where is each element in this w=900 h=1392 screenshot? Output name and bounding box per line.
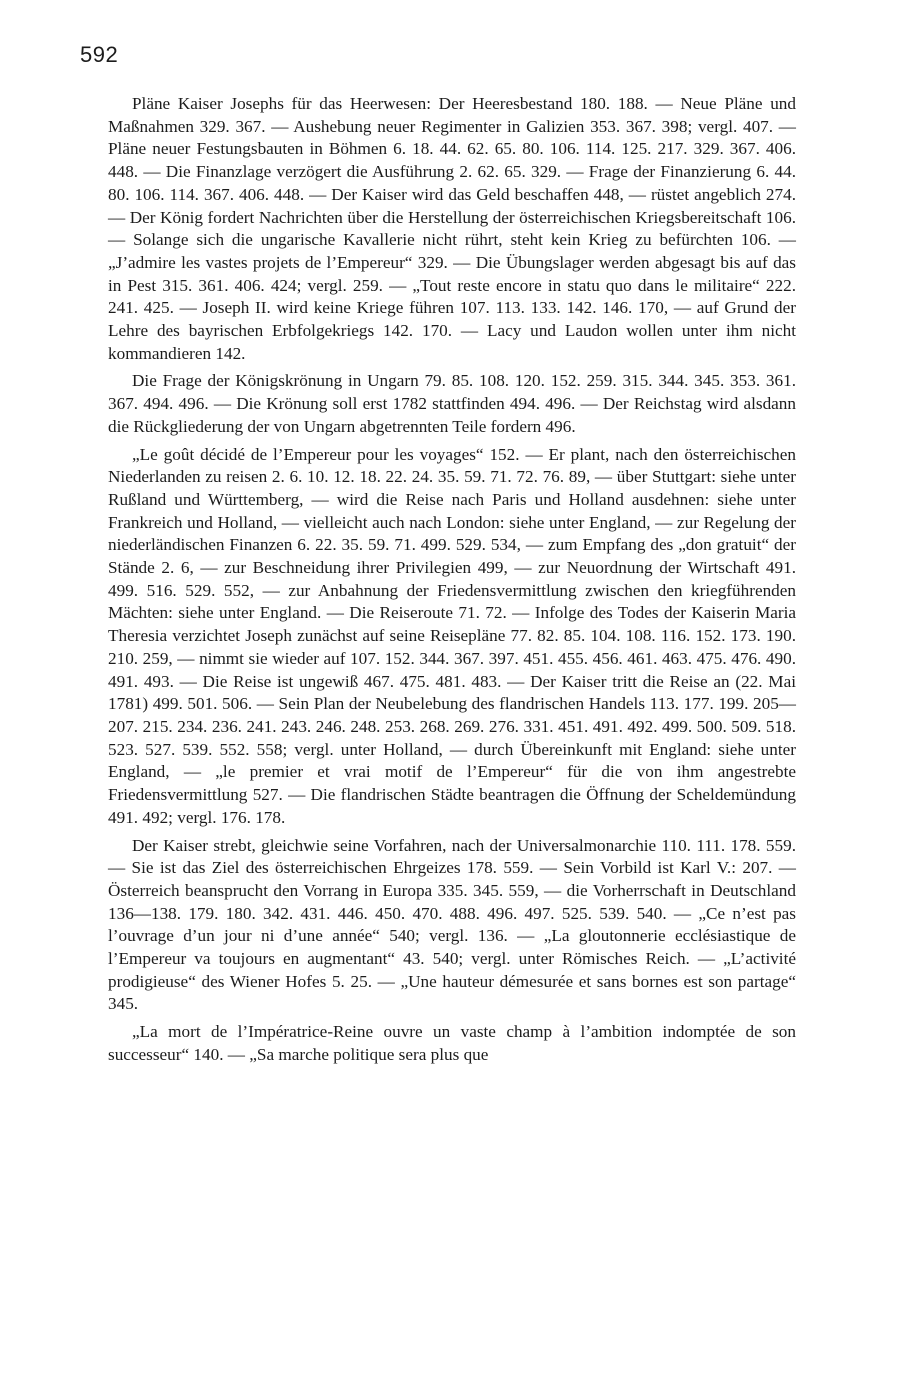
text-body: [108, 93, 796, 1072]
page-number: 592: [80, 42, 119, 67]
paragraph-voyages: „Le goût décidé de l’Empereur pour les voyages“ 152. — Er plant, nach den österreichischen Niederlanden zu reisen 2. 6. 10. 12. 18. 22. 24. 35. 59. 71. 72. 76. 89, — über Stuttgart: siehe unter Rußland und Württemberg, — wird die Reise nach Paris und Holland ausdehnen: siehe unter Frankreich und Holland, — vielleicht auch nach London: siehe unter England, — zur Regelung der niederländischen Finanzen 6. 22. 35. 59. 71. 499. 529. 534, — zum Empfang des „don gratuit“ der Stände 2. 6, — zur Beschneidung ihrer Privilegien 499, — zur Neuordnung der Wirtschaft 491. 499. 516. 529. 552, — zur Anbahnung der Friedensvermittlung zwischen den kriegführenden Mächten: siehe unter England. — Die Reiseroute 71. 72. — Infolge des Todes der Kaiserin Maria Theresia verzichtet Joseph zunächst auf seine Reisepläne 77. 82. 85. 104. 108. 116. 152. 173. 190. 210. 259, — nimmt sie wieder auf 107. 152. 344. 367. 397. 451. 455. 456. 461. 463. 475. 476. 490. 491. 493. — Die Reise ist ungewiß 467. 475. 481. 483. — Der Kaiser tritt die Reise an (22. Mai 1781) 499. 501. 506. — Sein Plan der Neubelebung des flandrischen Handels 113. 177. 199. 205—207. 215. 234. 236. 241. 243. 246. 248. 253. 268. 269. 276. 331. 451. 491. 492. 499. 500. 509. 518. 523. 527. 539. 552. 558; vergl. unter Holland, — durch Übereinkunft mit England: siehe unter England, — „le premier et vrai motif de l’Empereur“ für die von ihm angestrebte Friedensvermittlung 527. — Die flandrischen Städte beantragen die Öffnung der Scheldemündung 491. 492; vergl. 176. 178.: [108, 444, 796, 827]
paragraph-empress-death: „La mort de l’Impératrice-Reine ouvre un vaste champ à l’ambition indomptée de son successeur“ 140. — „Sa marche politique sera plus que: [108, 1022, 796, 1064]
paragraph-military-plans: Pläne Kaiser Josephs für das Heerwesen: Der Heeresbestand 180. 188. — Neue Pläne und Maßnahmen 329. 367. — Aushebung neuer Regimenter in Galizien 353. 367. 398; vergl. 407. — Pläne neuer Festungsbauten in Böhmen 6. 18. 44. 62. 65. 80. 106. 114. 125. 217. 329. 367. 406. 448. — Die Finanzlage verzögert die Ausführung 2. 62. 65. 329. — Frage der Finanzierung 6. 44. 80. 106. 114. 367. 406. 448. — Der Kaiser wird das Geld beschaffen 448, — rüstet angeblich 274. — Der König fordert Nachrichten über die Herstellung der österreichischen Kriegsbereitschaft 106. — Solange sich die ungarische Kavallerie nicht rührt, steht kein Krieg zu befürchten 106. — „J’admire les vastes projets de l’Empereur“ 329. — Die Übungslager werden abgesagt bis auf das in Pest 315. 361. 406. 424; vergl. 259. — „Tout reste encore in statu quo dans le militaire“ 222. 241. 425. — Joseph II. wird keine Kriege führen 107. 113. 133. 142. 146. 170, — auf Grund der Lehre des bayrischen Erbfolgekriegs 142. 170. — Lacy und Laudon wollen unter ihm nicht kommandieren 142.: [108, 94, 796, 363]
paragraph-universal-monarchy: Der Kaiser strebt, gleichwie seine Vorfahren, nach der Universalmonarchie 110. 111. 178. 559. — Sie ist das Ziel des österreichischen Ehrgeizes 178. 559. — Sein Vorbild ist Karl V.: 207. — Österreich beansprucht den Vorrang in Europa 335. 345. 559, — die Vorherrschaft in Deutschland 136—138. 179. 180. 342. 431. 446. 450. 470. 488. 496. 497. 525. 539. 540. — „Ce n’est pas l’ouvrage d’un jour ni d’une année“ 540; vergl. 136. — „La gloutonnerie ecclésiastique de l’Empereur va toujours en augmentant“ 43. 540; vergl. unter Römisches Reich. — „L’activité prodigieuse“ des Wiener Hofes 5. 25. — „Une hauteur démesurée et sans bornes est son partage“ 345.: [108, 835, 796, 1014]
paragraph-coronation: Die Frage der Königskrönung in Ungarn 79. 85. 108. 120. 152. 259. 315. 344. 345. 353. 361. 367. 494. 496. — Die Krönung soll erst 1782 stattfinden 494. 496. — Der Reichstag wird alsdann die Rückgliederung der von Ungarn abgetrennten Teile fordern 496.: [108, 371, 796, 436]
